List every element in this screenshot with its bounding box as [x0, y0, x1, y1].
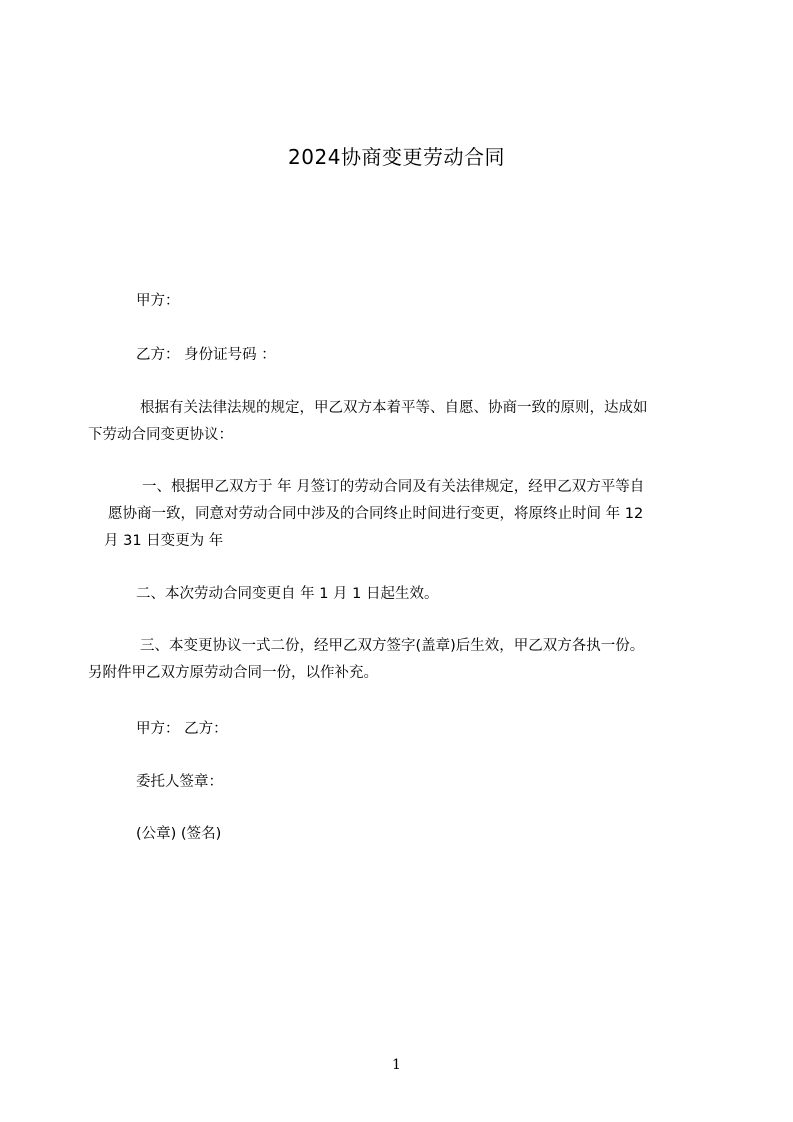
page-number: 1	[392, 1057, 401, 1073]
signature-parties: 甲方： 乙方：	[136, 721, 228, 737]
clause-3-line-1: 三、本变更协议一式二份，经甲乙双方签字(盖章)后生效，甲乙双方各执一份。	[140, 638, 645, 654]
party-b-label: 乙方： 身份证号码 ：	[136, 347, 276, 363]
clause-2-paragraph: 二、本次劳动合同变更自 年 1 月 1 日起生效。	[136, 586, 439, 602]
agent-signature-label: 委托人签章：	[136, 774, 223, 790]
document-title: 2024协商变更劳动合同	[288, 145, 505, 169]
party-a-label: 甲方：	[136, 293, 180, 309]
intro-line-1: 根据有关法律法规的规定，甲乙双方本着平等、自愿、协商一致的原则，达成如	[140, 400, 648, 416]
clause-3-paragraph	[88, 633, 644, 687]
intro-paragraph	[88, 395, 648, 449]
clause-1-line-3: 月 31 日变更为 年	[104, 533, 224, 549]
clause-1-line-1: 一、根据甲乙双方于 年 月签订的劳动合同及有关法律规定，经甲乙双方平等自	[142, 479, 645, 495]
intro-line-2: 下劳动合同变更协议：	[88, 427, 233, 443]
seal-labels: (公章) (签名)	[136, 826, 222, 842]
clause-1-line-2: 愿协商一致，同意对劳动合同中涉及的合同终止时间进行变更，将原终止时间 年 12	[108, 506, 644, 522]
clause-3-line-2: 另附件甲乙双方原劳动合同一份，以作补充。	[88, 665, 378, 681]
clause-1-paragraph	[104, 474, 644, 555]
